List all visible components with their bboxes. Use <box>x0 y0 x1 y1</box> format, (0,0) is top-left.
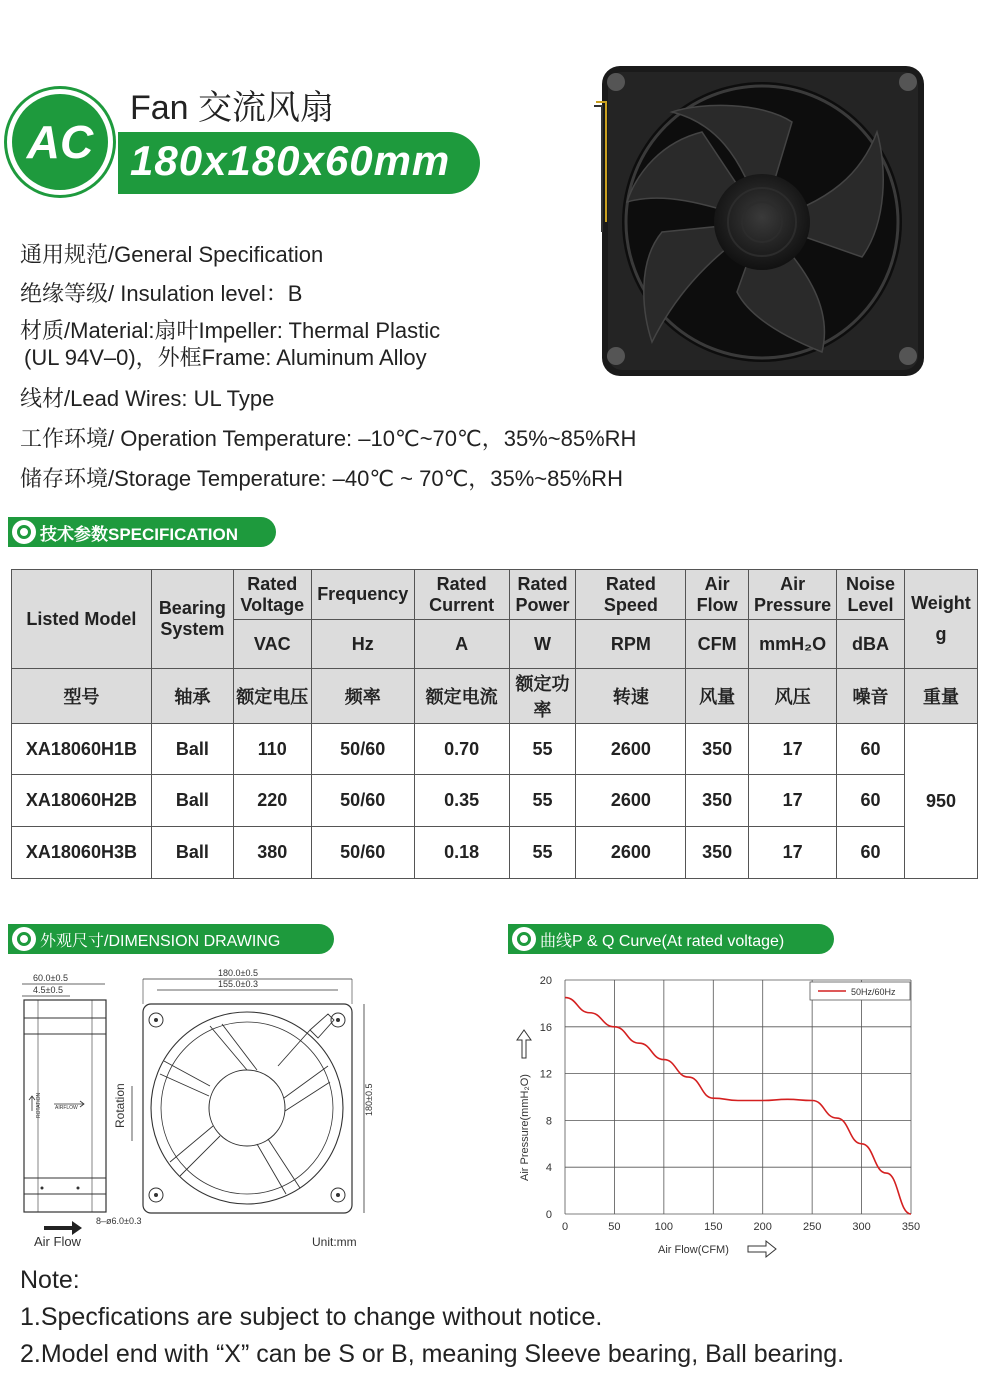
header-row-chinese <box>12 669 978 724</box>
section-curve-label: 曲线P & Q Curve(At rated voltage) <box>540 932 785 950</box>
header-frequency: Frequency <box>311 570 414 620</box>
product-size: 180x180x60mm <box>130 137 451 184</box>
cell-model: XA18060H1B <box>12 724 152 775</box>
header-pressure: Air Pressure <box>749 570 837 620</box>
spec-table <box>11 569 978 879</box>
cn-bearing: 轴承 <box>151 669 233 724</box>
section-curve-title <box>508 924 834 954</box>
cell-speed: 2600 <box>576 775 686 827</box>
cell-noise: 60 <box>837 775 905 827</box>
cell-frequency: 50/60 <box>311 724 414 775</box>
y-tick-label: 20 <box>539 975 552 987</box>
fan-icon <box>512 927 536 951</box>
legend-label: 50Hz/60Hz <box>851 987 896 997</box>
table-row <box>12 827 978 879</box>
chart-legend <box>810 982 910 1000</box>
cn-noise: 噪音 <box>837 669 905 724</box>
spec-insulation: 绝缘等级/ Insulation level：B <box>20 281 303 306</box>
header-current: Rated Current <box>414 570 509 620</box>
x-axis-label: Air Flow(CFM) <box>658 1244 729 1256</box>
ac-badge: AC <box>12 94 108 190</box>
cell-power: 55 <box>509 724 576 775</box>
cell-model: XA18060H2B <box>12 775 152 827</box>
section-dimension-label: 外观尺寸/DIMENSION DRAWING <box>40 932 281 950</box>
x-tick-label: 150 <box>704 1221 723 1233</box>
cell-pressure: 17 <box>749 827 837 879</box>
fan-icon <box>12 520 36 544</box>
y-tick-label: 16 <box>539 1021 552 1034</box>
x-tick-label: 50 <box>608 1221 621 1233</box>
fan-icon <box>12 927 36 951</box>
x-tick-label: 250 <box>802 1221 822 1233</box>
y-axis-label: Air Pressure(mmH₂O) <box>519 1074 531 1181</box>
cell-current: 0.35 <box>414 775 509 827</box>
unit-noise: dBA <box>837 620 905 669</box>
note-1: 1.Specfications are subject to change without notice. <box>20 1303 603 1331</box>
fan-photo <box>592 62 928 380</box>
cell-speed: 2600 <box>576 724 686 775</box>
unit-pressure: mmH₂O <box>749 620 837 669</box>
cell-pressure: 17 <box>749 775 837 827</box>
x-tick-label: 100 <box>654 1221 674 1233</box>
cell-model: XA18060H3B <box>12 827 152 879</box>
cn-airflow: 风量 <box>686 669 749 724</box>
header-weight: Weight <box>911 593 971 613</box>
cell-noise: 60 <box>837 827 905 879</box>
unit-weight: g <box>935 624 947 644</box>
unit-voltage: VAC <box>233 620 311 669</box>
series-line-50hz-60hz <box>565 998 911 1214</box>
dimension-drawing <box>10 966 410 1256</box>
y-tick-label: 8 <box>545 1115 552 1128</box>
header-model: Listed Model <box>12 570 152 669</box>
dim-hole-dia: 8–ø6.0±0.3 <box>96 1216 142 1226</box>
y-axis-arrow-icon <box>517 1030 531 1058</box>
cell-pressure: 17 <box>749 724 837 775</box>
cell-voltage: 110 <box>233 724 311 775</box>
y-tick-label: 12 <box>539 1068 552 1081</box>
header-airflow: Air Flow <box>686 570 749 620</box>
spec-lead-wires: 线材/Lead Wires: UL Type <box>20 386 275 411</box>
x-axis-arrow-icon <box>748 1241 776 1257</box>
table-row <box>12 775 978 827</box>
cell-power: 55 <box>509 827 576 879</box>
cell-frequency: 50/60 <box>311 827 414 879</box>
chart-grid <box>565 980 911 1214</box>
table-row <box>12 724 978 775</box>
cn-model: 型号 <box>12 669 152 724</box>
note-2: 2.Model end with “X” can be S or B, meaning Sleeve bearing, Ball bearing. <box>20 1340 845 1368</box>
cell-bearing: Ball <box>151 724 233 775</box>
cell-bearing: Ball <box>151 775 233 827</box>
cell-bearing: Ball <box>151 827 233 879</box>
cell-speed: 2600 <box>576 827 686 879</box>
side-rotation-label: ROTATION <box>36 1092 42 1118</box>
cn-current: 额定电流 <box>414 669 509 724</box>
dim-height: 180±0.5 <box>364 1083 374 1116</box>
cell-voltage: 220 <box>233 775 311 827</box>
header-speed: Rated Speed <box>576 570 686 620</box>
section-spec-title <box>8 517 276 547</box>
spec-storage-temp: 储存环境/Storage Temperature: –40℃ ~ 70℃，35%~85%RH <box>20 466 623 491</box>
header-voltage: Rated Voltage <box>233 570 311 620</box>
product-title: Fan 交流风扇 <box>130 89 335 127</box>
cell-airflow: 350 <box>686 724 749 775</box>
cell-current: 0.18 <box>414 827 509 879</box>
spec-material-frame: (UL 94V–0)，外框Frame: Aluminum Alloy <box>24 345 427 370</box>
cn-voltage: 额定电压 <box>233 669 311 724</box>
dim-flange: 4.5±0.5 <box>33 985 63 995</box>
unit-speed: RPM <box>576 620 686 669</box>
y-tick-label: 0 <box>545 1209 552 1221</box>
section-spec-label: 技术参数SPECIFICATION <box>40 524 239 544</box>
cn-frequency: 频率 <box>311 669 414 724</box>
header-noise: Noise Level <box>837 570 905 620</box>
unit-current: A <box>414 620 509 669</box>
cell-noise: 60 <box>837 724 905 775</box>
cell-voltage: 380 <box>233 827 311 879</box>
unit-airflow: CFM <box>686 620 749 669</box>
cell-airflow: 350 <box>686 827 749 879</box>
cn-weight: 重量 <box>904 669 977 724</box>
cell-frequency: 50/60 <box>311 775 414 827</box>
cell-airflow: 350 <box>686 775 749 827</box>
rotation-label: Rotation <box>113 1083 127 1128</box>
cell-power: 55 <box>509 775 576 827</box>
x-tick-label: 200 <box>753 1221 772 1233</box>
airflow-label: Air Flow <box>34 1234 81 1249</box>
unit-power: W <box>509 620 576 669</box>
airflow-arrow-icon <box>44 1221 82 1235</box>
section-dimension-title <box>8 924 334 954</box>
header-weight-cell <box>904 570 977 669</box>
header-bearing: Bearing System <box>151 570 233 669</box>
notes-title: Note: <box>20 1266 80 1294</box>
side-airflow-label: AIRFLOW <box>55 1105 78 1111</box>
cell-weight: 950 <box>904 724 977 879</box>
x-tick-label: 0 <box>561 1221 569 1233</box>
pq-curve-chart <box>508 966 928 1262</box>
x-tick-label: 300 <box>852 1221 871 1233</box>
unit-frequency: Hz <box>311 620 414 669</box>
dim-depth: 60.0±0.5 <box>33 973 68 983</box>
cn-speed: 转速 <box>576 669 686 724</box>
spec-general: 通用规范/General Specification <box>20 242 324 267</box>
spec-material: 材质/Material:扇叶Impeller: Thermal Plastic <box>20 318 441 343</box>
y-tick-label: 4 <box>545 1162 552 1175</box>
header-row-1 <box>12 570 978 620</box>
dim-width: 180.0±0.5 <box>218 968 258 978</box>
dim-hole-pitch: 155.0±0.3 <box>218 979 258 989</box>
spec-operation-temp: 工作环境/ Operation Temperature: –10℃~70℃，35%~85%RH <box>20 426 637 451</box>
cn-power: 额定功率 <box>509 669 576 724</box>
x-tick-label: 350 <box>901 1221 921 1233</box>
cell-current: 0.70 <box>414 724 509 775</box>
header-power: Rated Power <box>509 570 576 620</box>
cn-pressure: 风压 <box>749 669 837 724</box>
unit-label: Unit:mm <box>312 1235 357 1249</box>
